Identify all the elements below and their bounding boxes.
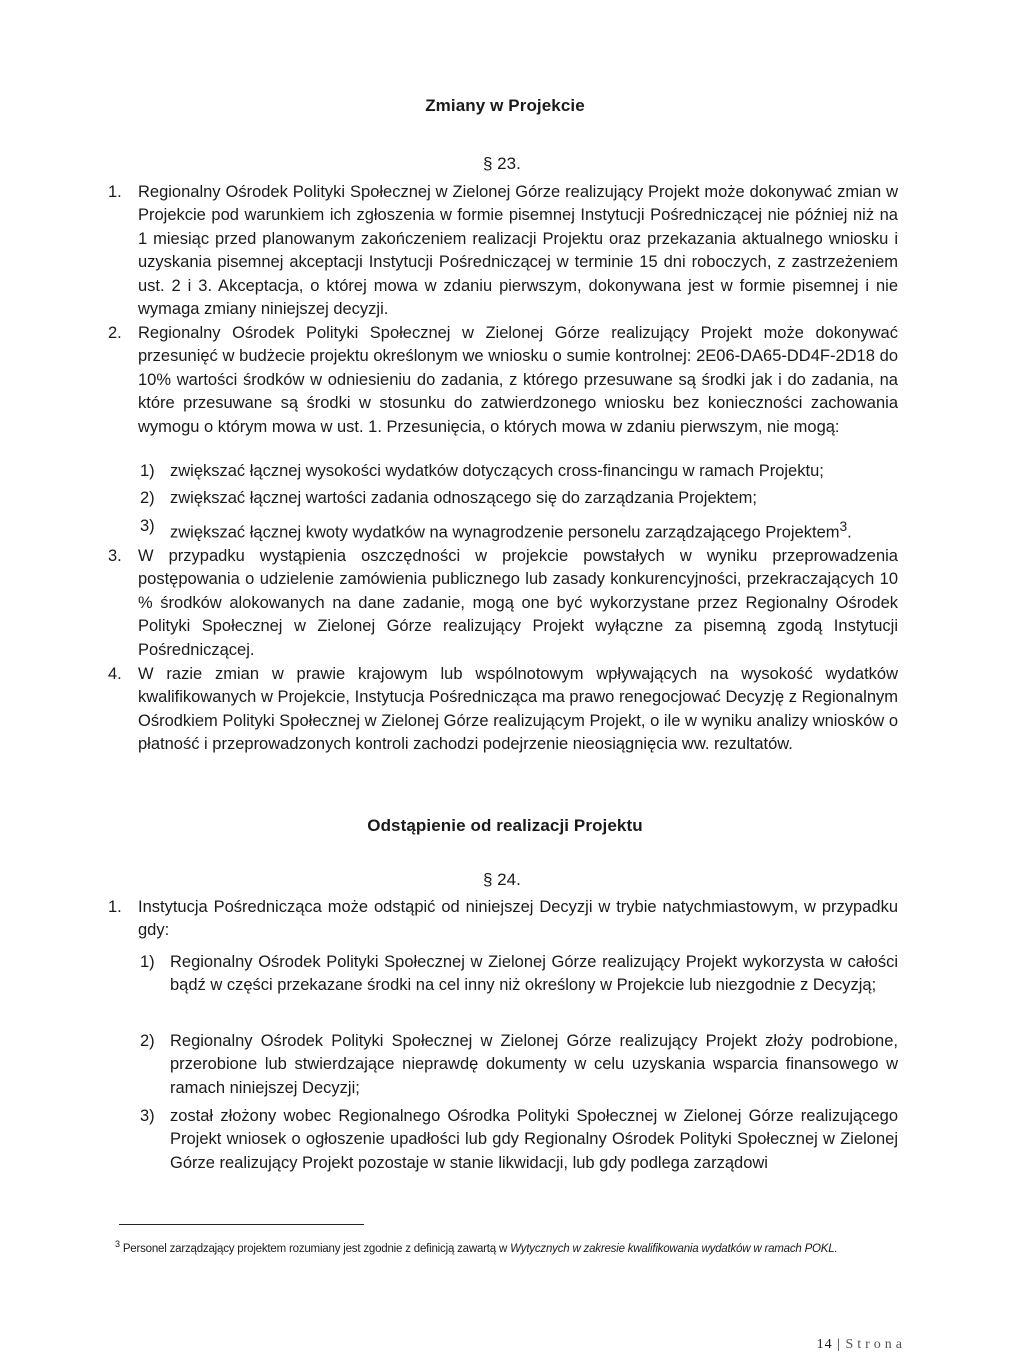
item-text: Regionalny Ośrodek Polityki Społecznej w Zielonej Górze realizujący Projekt może dokonywać przesunięć w budżecie projektu określonym we wniosku o sumie kontrolnej: 2E06-DA65-DD4F-2D18 do 10% wartości środków w odniesieniu do zadania, z którego przesuwane są środki jak i do zadania, na które przesuwane są środki w stosunku do zatwierdzonego wniosku bez konieczności zachowania wymogu o którym mowa w ust. 1. Przesunięcia, o których mowa w zdaniu pierwszym, nie mogą: [138, 324, 898, 436]
footnote-marker: 3 [115, 1239, 120, 1249]
sub-item-2 [140, 487, 898, 510]
sub-item-number: 1) [140, 953, 155, 971]
list-item-4 [108, 663, 898, 757]
sub-item-text: został złożony wobec Regionalnego Ośrodka Polityki Społecznej w Zielonej Górze realizującego Projekt wniosek o ogłoszenie upadłości lub gdy Regionalny Ośrodek Polityki Społecznej w Zielonej Górze realizujący Projekt pozostaje w stanie likwidacji, lub gdy podlega zarządowi [170, 1107, 898, 1172]
footnote [115, 1239, 837, 1255]
sub-item-number: 2) [140, 1032, 155, 1050]
sub-item-text: zwiększać łącznej wysokości wydatków dotyczących cross-financingu w ramach Projektu; [170, 462, 824, 480]
withdrawal-sub-item-2 [140, 1030, 898, 1100]
section-title-withdrawal: Odstąpienie od realizacji Projektu [367, 816, 643, 835]
sub-item-text: zwiększać łącznej kwoty wydatków na wynagrodzenie personelu zarządzającego Projektem [170, 523, 840, 542]
page-number-label: Strona [845, 1337, 906, 1352]
item-number: 1. [108, 898, 122, 916]
sub-item-number: 2) [140, 489, 155, 507]
item-text: Instytucja Pośrednicząca może odstąpić od niniejszej Decyzji w trybie natychmiastowym, w przypadku gdy: [138, 898, 898, 940]
sub-item-number: 3) [140, 1107, 155, 1125]
paragraph-mark-23: § 23. [483, 154, 521, 173]
footnote-reference: 3 [839, 519, 848, 534]
sub-item-3 [140, 515, 898, 545]
list-item-3 [108, 545, 898, 662]
item-text: Regionalny Ośrodek Polityki Społecznej w Zielonej Górze realizujący Projekt może dokonywać zmian w Projekcie pod warunkiem ich zgłoszenia w formie pisemnej Instytucji Pośredniczącej nie później niż na 1 miesiąc przed planowanym zakończeniem realizacji Projektu oraz przekazania aktualnego wniosku i uzyskania pisemnej akceptacji Instytucji Pośredniczącej w terminie 15 dni roboczych, z zastrzeżeniem ust. 2 i 3. Akceptacja, o której mowa w zdaniu pierwszym, dokonywana jest w formie pisemnej i nie wymaga zmiany niniejszej decyzji. [138, 183, 898, 319]
list-item-1 [108, 181, 898, 321]
sub-item-number: 1) [140, 462, 155, 480]
footnote-divider [119, 1224, 364, 1225]
footnote-text: Personel zarządzający projektem rozumiany jest zgodnie z definicją zawartą w [122, 1242, 508, 1255]
item-number: 1. [108, 183, 122, 201]
sub-item-number: 3) [140, 517, 155, 535]
list-item-2 [108, 322, 898, 439]
paragraph-mark-24: § 24. [483, 870, 521, 889]
sub-item-1 [140, 460, 898, 483]
page-number-separator: | [837, 1337, 841, 1352]
item-text: W przypadku wystąpienia oszczędności w projekcie powstałych w wyniku przeprowadzenia postępowania o udzielenie zamówienia publicznego lub zasady konkurencyjności, przekraczających 10 % środków alokowanych na dane zadanie, mogą one być wykorzystane przez Regionalny Ośrodek Polityki Społecznej w Zielonej Górze realizujący Projekt wyłączne za pisemną zgodą Instytucji Pośredniczącej. [138, 547, 898, 659]
sub-item-text: Regionalny Ośrodek Polityki Społecznej w Zielonej Górze realizujący Projekt złoży podrobione, przerobione lub stwierdzające nieprawdę dokumenty w celu uzyskania wsparcia finansowego w ramach niniejszej Decyzji; [170, 1032, 898, 1097]
sub-item-text: zwiększać łącznej wartości zadania odnoszącego się do zarządzania Projektem; [170, 489, 757, 507]
item-text: W razie zmian w prawie krajowym lub wspólnotowym wpływających na wysokość wydatków kwalifikowanych w Projekcie, Instytucja Pośrednicząca ma prawo renegocjować Decyzję z Regionalnym Ośrodkiem Polityki Społecznej w Zielonej Górze realizującym Projekt, o ile w wyniku analizy wniosków o płatność i przeprowadzonych kontroli zachodzi podejrzenie nieosiągnięcia ww. rezultatów. [138, 665, 898, 754]
page-number-value: 14 [816, 1337, 833, 1352]
item-number: 3. [108, 547, 122, 565]
withdrawal-sub-item-1 [140, 951, 898, 998]
section-title-changes: Zmiany w Projekcie [425, 96, 585, 115]
footnote-italic-text: Wytycznych w zakresie kwalifikowania wydatków w ramach POKL. [510, 1242, 838, 1255]
item-number: 2. [108, 324, 122, 342]
item-number: 4. [108, 665, 122, 683]
sub-item-text: Regionalny Ośrodek Polityki Społecznej w Zielonej Górze realizujący Projekt wykorzysta w całości bądź w części przekazane środki na cel inny niż określony w Projekcie lub niezgodnie z Decyzją; [170, 953, 898, 995]
page-number [817, 1337, 906, 1353]
list-item-withdrawal-1 [108, 896, 898, 943]
sub-item-tail: . [847, 523, 852, 542]
withdrawal-sub-item-3 [140, 1105, 898, 1175]
